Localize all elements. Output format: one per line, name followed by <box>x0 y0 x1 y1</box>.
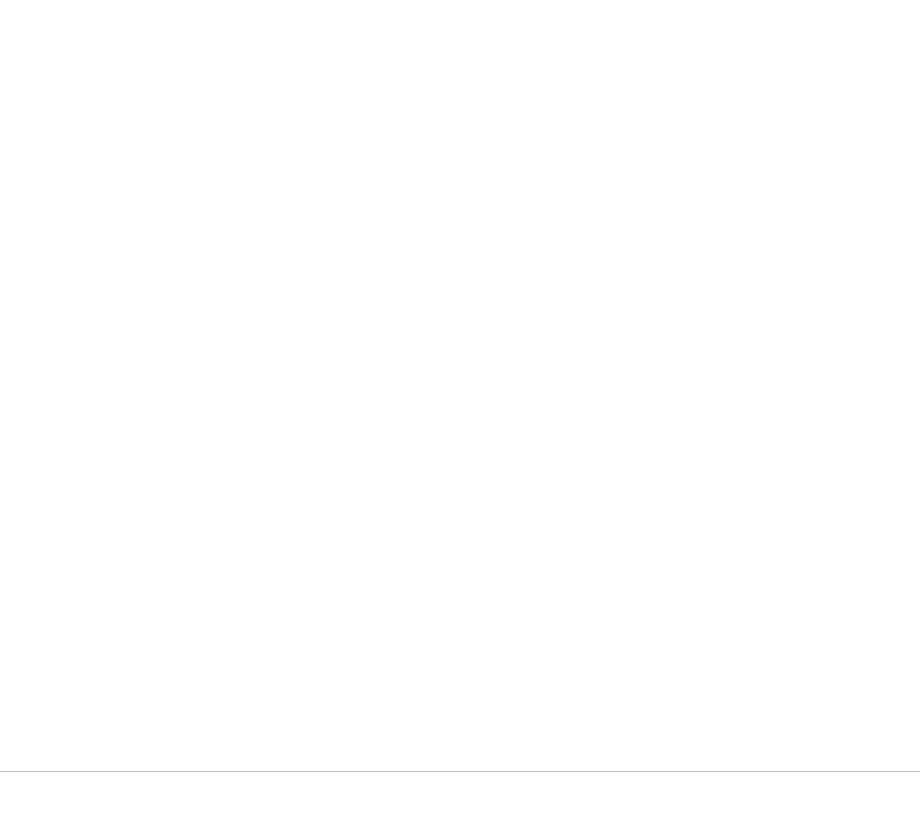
text-line <box>47 216 873 239</box>
section-4-heading <box>47 406 873 429</box>
text-line <box>47 308 873 331</box>
paragraph-3-4 <box>47 331 873 377</box>
paragraph-3-2 <box>47 170 873 239</box>
document-page-1 <box>47 0 873 484</box>
text-line <box>47 262 873 285</box>
paragraph-3-1 <box>47 78 873 170</box>
text-line <box>47 193 873 216</box>
text-line <box>47 285 873 308</box>
text-line <box>47 147 873 170</box>
text-line <box>47 779 873 802</box>
text-line <box>47 101 873 124</box>
paragraph-4-1 <box>47 461 873 484</box>
text-line <box>47 170 873 193</box>
section-3-heading <box>47 23 873 46</box>
text-line <box>47 78 873 101</box>
paragraph-3-3 <box>47 239 873 331</box>
text-line <box>47 802 873 825</box>
text-line <box>47 239 873 262</box>
text-line <box>47 124 873 147</box>
text-line <box>47 461 873 484</box>
text-line <box>47 354 873 377</box>
document-page-2 <box>47 779 873 825</box>
text-line <box>47 331 873 354</box>
page-break-divider <box>0 771 920 772</box>
